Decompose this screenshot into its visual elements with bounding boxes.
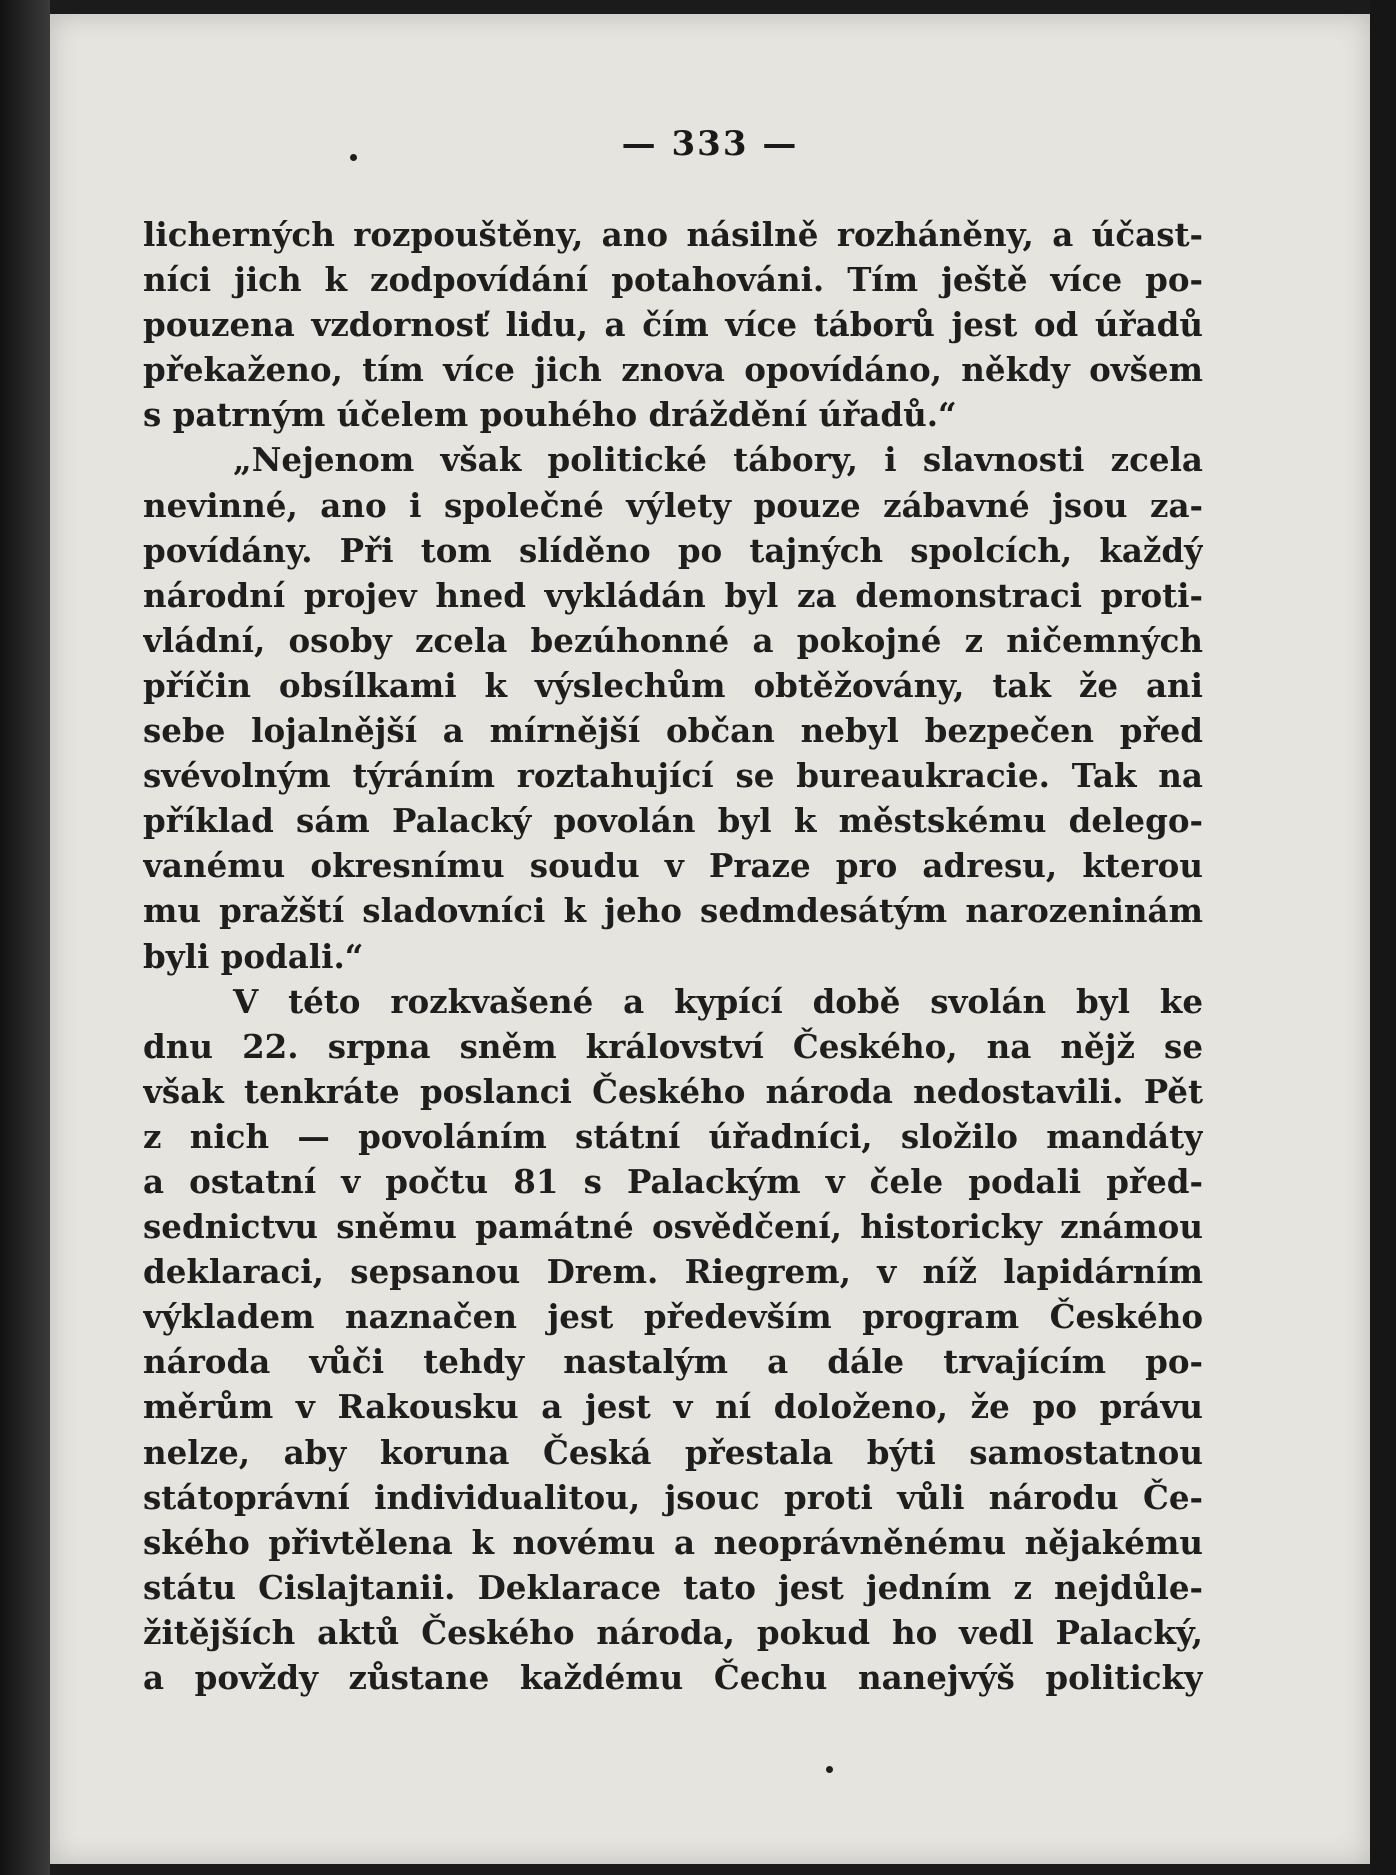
text-line: sednictvu sněmu památné osvědčení, historicky známou (143, 1207, 1203, 1247)
text-line: s patrným účelem pouhého dráždění úřadů.“ (143, 395, 957, 435)
text-line: pouzena vzdornosť lidu, a čím více táborů jest od úřadů (143, 305, 1203, 345)
book-binding-edge (0, 0, 50, 1875)
text-line: výkladem naznačen jest především program Českého (143, 1297, 1203, 1337)
text-line: sebe lojalnější a mírnější občan nebyl bezpečen před (143, 711, 1203, 751)
text-line: žitějších aktů Českého národa, pokud ho vedl Palacký, (143, 1612, 1203, 1652)
text-line: licherných rozpouštěny, ano násilně rozháněny, a účast- (143, 215, 1203, 254)
text-line: ského přivtělena k novému a neoprávněnému nějakému (143, 1522, 1203, 1562)
text-line: měrům v Rakousku a jest v ní doloženo, že po právu (143, 1387, 1203, 1427)
text-line: deklaraci, sepsanou Drem. Riegrem, v níž lapidárním (143, 1252, 1203, 1292)
text-line: národa vůči tehdy nastalým a dále trvajícím po- (143, 1342, 1203, 1382)
text-line: však tenkráte poslanci Českého národa nedostavili. Pět (143, 1071, 1203, 1111)
text-line: „Nejenom však politické tábory, i slavnosti zcela (233, 440, 1203, 480)
ink-speck-bottom (826, 1766, 833, 1773)
text-line: svévolným týráním roztahující se bureaukracie. Tak na (143, 756, 1203, 796)
text-line: V této rozkvašené a kypící době svolán byl ke (233, 981, 1203, 1021)
page-right-edge-shadow (1370, 0, 1396, 1875)
text-line: byli podali.“ (143, 936, 364, 976)
text-line: a povždy zůstane každému Čechu nanejvýš politicky (143, 1658, 1203, 1697)
text-line: národní projev hned vykládán byl za demonstraci proti- (143, 575, 1203, 615)
text-line: státu Cislajtanii. Deklarace tato jest jedním z nejdůle- (143, 1567, 1203, 1607)
text-line: překaženo, tím více jich znova opovídáno, někdy ovšem (143, 350, 1203, 390)
ink-speck-top (350, 154, 357, 161)
text-line: státoprávní individualitou, jsouc proti vůli národu Če- (143, 1477, 1203, 1517)
body-text (143, 212, 1203, 1700)
text-line: a ostatní v počtu 81 s Palackým v čele podali před- (143, 1161, 1203, 1201)
page-number: — 333 — (621, 124, 799, 164)
text-line: povídány. Při tom slíděno po tajných spolcích, každý (143, 530, 1203, 570)
text-line: níci jich k zodpovídání potahováni. Tím ještě více po- (143, 260, 1203, 300)
text-line: příklad sám Palacký povolán byl k městskému delego- (143, 801, 1203, 841)
text-line: z nich — povoláním státní úřadníci, složilo mandáty (143, 1116, 1203, 1156)
text-line: dnu 22. srpna sněm království Českého, na nějž se (143, 1026, 1203, 1066)
text-line: vládní, osoby zcela bezúhonné a pokojné z ničemných (143, 620, 1203, 660)
text-line: mu pražští sladovníci k jeho sedmdesátým narozeninám (143, 891, 1203, 931)
text-line: nevinné, ano i společné výlety pouze zábavné jsou za- (143, 485, 1203, 525)
text-line: nelze, aby koruna Česká přestala býti samostatnou (143, 1432, 1203, 1472)
text-line: vanému okresnímu soudu v Praze pro adresu, kterou (143, 846, 1203, 886)
text-line: příčin obsílkami k výslechům obtěžovány, tak že ani (143, 665, 1203, 705)
